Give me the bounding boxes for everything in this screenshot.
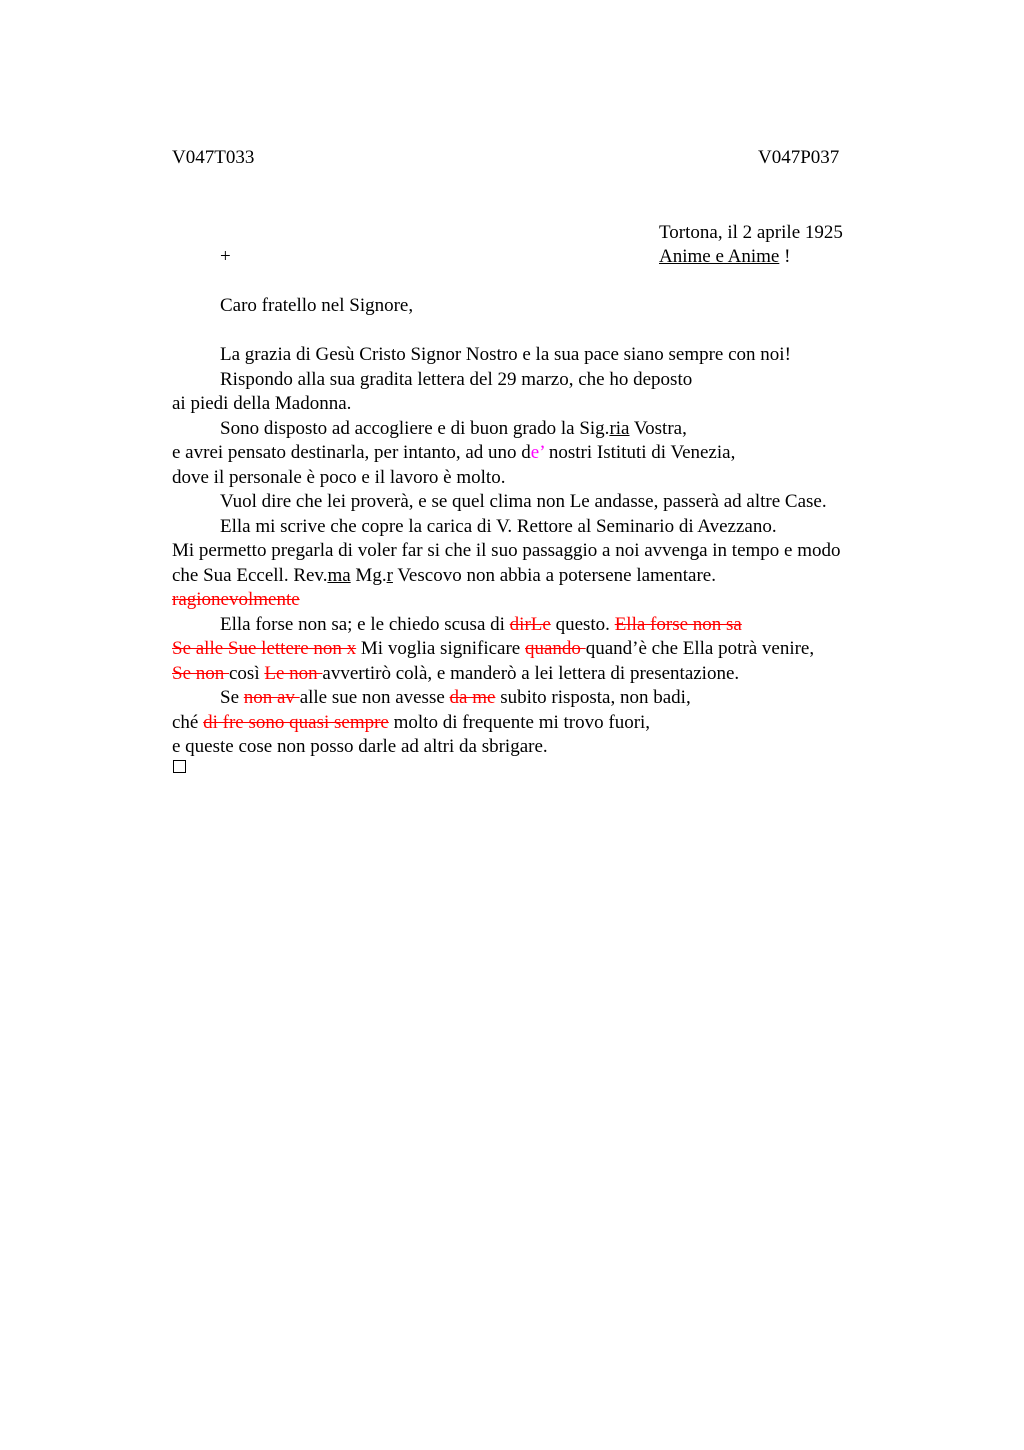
cross-symbol: + (220, 246, 231, 267)
text-run: Mi voglia significare (356, 638, 525, 659)
text-run: così (229, 662, 265, 684)
underlined-abbrev: ria (609, 417, 630, 439)
place-date: Tortona, il 2 aprile 1925 (659, 222, 843, 243)
text-run: ché (172, 711, 204, 733)
text-run: Sono disposto ad accogliere e di buon grado la Sig. (220, 417, 610, 439)
square-outline-icon (173, 760, 186, 773)
deleted-text: quando (525, 638, 586, 659)
motto-text: Anime e Anime (659, 246, 780, 267)
text-run: e avrei pensato destinarla, per intanto, ad uno d (172, 442, 531, 463)
text-run: Mg. (350, 564, 387, 586)
body-line (172, 588, 932, 613)
deleted-text: Se non (172, 662, 229, 684)
letter-body (172, 343, 932, 760)
motto-end: ! (779, 246, 791, 267)
body-line (172, 417, 932, 442)
text-run: che Sua Eccell. Rev. (172, 564, 328, 586)
text-run: alle sue non avesse (299, 687, 450, 708)
text-run: nostri Istituti di Venezia, (544, 442, 736, 463)
header-left-code: V047T033 (172, 147, 255, 168)
text-run: Vescovo non abbia a potersene lamentare. (392, 564, 716, 586)
body-line (172, 564, 932, 589)
text-run: questo. (550, 613, 615, 635)
text-run: molto di frequente mi trovo fuori, (388, 711, 651, 733)
body-line (172, 613, 932, 638)
body-line: dove il personale è poco e il lavoro è molto. (172, 466, 506, 488)
text-run: avvertirò colà, e manderò a lei lettera di presentazione. (322, 662, 740, 684)
deleted-text: Ella forse non sa (614, 613, 742, 635)
body-line (172, 711, 932, 736)
text-run: Se (220, 687, 244, 708)
motto (659, 245, 790, 269)
deleted-text: da me (449, 687, 496, 708)
body-line: La grazia di Gesù Cristo Signor Nostro e la sua pace siano sempre con noi! (220, 344, 791, 365)
body-line: Ella mi scrive che copre la carica di V. Rettore al Seminario di Avezzano. (220, 515, 777, 537)
body-line: Rispondo alla sua gradita lettera del 29 marzo, che ho deposto (220, 368, 693, 390)
body-line: Vuol dire che lei proverà, e se quel clima non Le andasse, passerà ad altre Case. (220, 491, 827, 512)
underlined-abbrev: r (386, 564, 393, 586)
text-run: subito risposta, non badi, (495, 687, 691, 708)
body-line (172, 637, 932, 662)
deleted-text: non av (243, 687, 300, 708)
text-run: quand’è che Ella potrà venire, (585, 638, 815, 659)
deleted-text: dirLe (509, 613, 551, 635)
body-line (172, 441, 932, 466)
body-line: ai piedi della Madonna. (172, 393, 352, 414)
body-line (172, 686, 932, 711)
body-line: Mi permetto pregarla di voler far si che il suo passaggio a noi avvenga in tempo e modo (172, 540, 841, 561)
header-right-code: V047P037 (758, 147, 840, 168)
deleted-text: di fre sono quasi sempre (203, 711, 389, 733)
underlined-abbrev: ma (327, 564, 351, 586)
deleted-text: ragionevolmente (172, 589, 300, 610)
deleted-text: Le non (264, 662, 323, 684)
inserted-text: e’ (530, 442, 545, 463)
text-run: Vostra, (629, 417, 687, 439)
body-line (172, 662, 932, 687)
salutation: Caro fratello nel Signore, (220, 295, 414, 316)
deleted-text: Se alle Sue lettere non x (172, 638, 357, 659)
body-line: e queste cose non posso darle ad altri da sbrigare. (172, 736, 548, 757)
text-run: Ella forse non sa; e le chiedo scusa di (220, 613, 510, 635)
